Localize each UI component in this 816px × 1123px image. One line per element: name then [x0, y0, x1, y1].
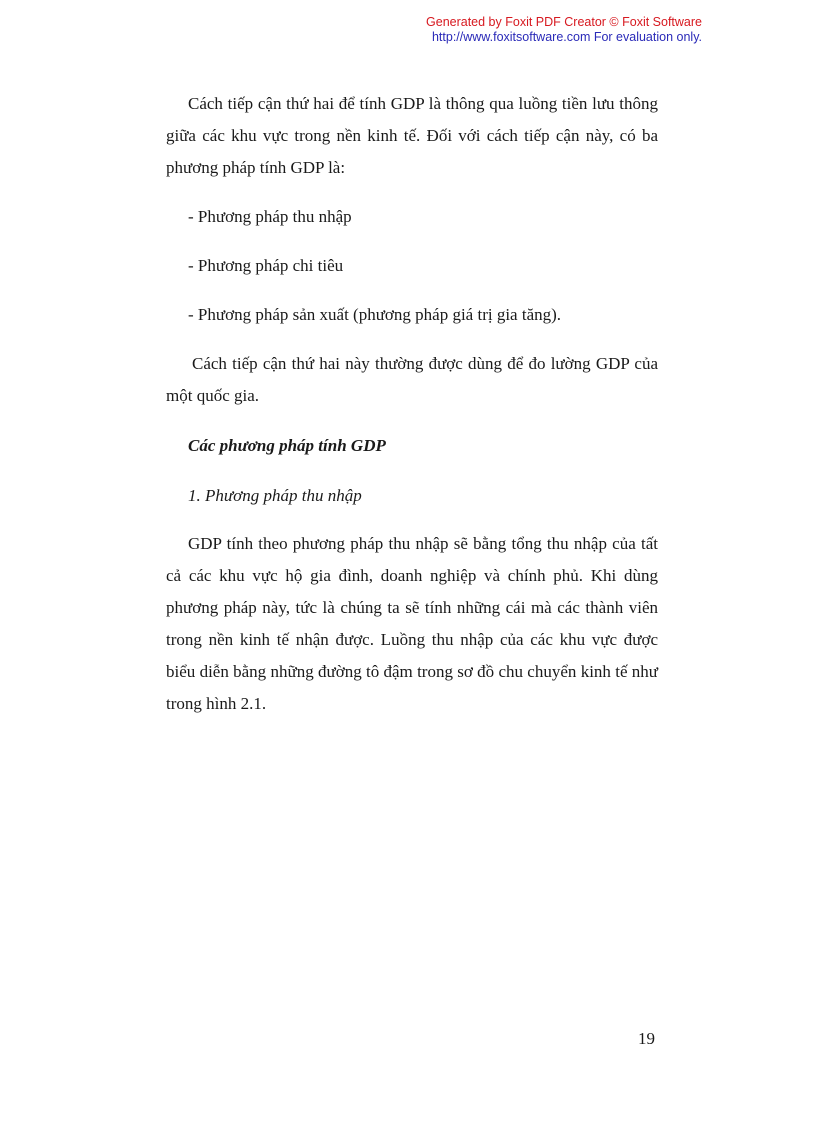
section-heading: Các phương pháp tính GDP: [188, 436, 386, 455]
intro-paragraph: Cách tiếp cận thứ hai để tính GDP là thông qua luồng tiền lưu thông giữa các khu vực trong nền kinh tế. Đối với cách tiếp cận này, có ba phương pháp tính GDP là:: [166, 94, 658, 177]
watermark-line-2: http://www.foxitsoftware.com For evaluation only.: [431, 30, 702, 44]
document-page-body: [166, 88, 658, 720]
list-item-income-method: - Phương pháp thu nhập: [188, 207, 352, 226]
list-item-expenditure-method: - Phương pháp chi tiêu: [188, 256, 344, 275]
page-number: 19: [638, 1029, 655, 1048]
foxit-watermark: [426, 15, 702, 45]
subsection-heading: 1. Phương pháp thu nhập: [188, 486, 362, 505]
list-item-production-method: - Phương pháp sản xuất (phương pháp giá trị gia tăng).: [188, 305, 562, 324]
paragraph-usage: Cách tiếp cận thứ hai này thường được dùng để đo lường GDP của một quốc gia.: [166, 354, 658, 405]
watermark-line-1: Generated by Foxit PDF Creator © Foxit Software: [426, 15, 702, 29]
paragraph-income-method: GDP tính theo phương pháp thu nhập sẽ bằng tổng thu nhập của tất cả các khu vực hộ gia đình, doanh nghiệp và chính phủ. Khi dùng phương pháp này, tức là chúng ta sẽ tính những cái mà các thành viên trong nền kinh tế nhận được. Luồng thu nhập của các khu vực được biểu diễn bằng những đường tô đậm trong sơ đồ chu chuyển kinh tế như trong hình 2.1.: [166, 534, 658, 713]
